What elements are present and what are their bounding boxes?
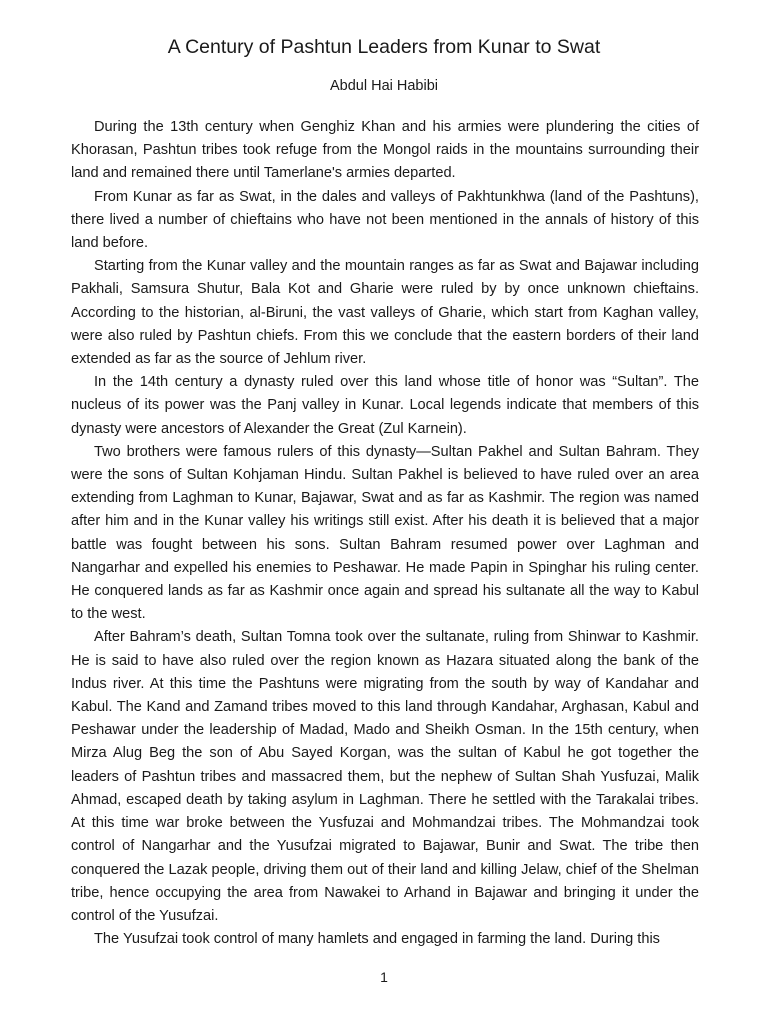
- paragraph-6: After Bahram’s death, Sultan Tomna took over the sultanate, ruling from Shinwar to Kashmir. He is said to have also ruled over the region known as Hazara situated along the bank of the Indus river. At this time the Pashtuns were migrating from the south by way of Kandahar and Kabul. The Kand and Zamand tribes moved to this land through Kandahar, Arghasan, Kabul and Peshawar under the leadership of Madad, Mado and Sheikh Osman. In the 15th century, when Mirza Alug Beg the son of Abu Sayed Korgan, was the sultan of Kabul he got together the leaders of Pashtun tribes and massacred them, but the nephew of Sultan Shah Yusfuzai, Malik Ahmad, escaped death by taking asylum in Laghman. There he settled with the Tarakalai tribes. At this time war broke between the Yusfuzai and Mohmandzai tribes. The Mohmandzai took control of Nangarhar and the Yusufzai migrated to Bajawar, Bunir and Swat. The tribe then conquered the Lazak people, driving them out of their land and killing Jelaw, chief of the Shelman tribe, hence occupying the area from Nawakei to Arhand in Bajawar and bringing it under the control of the Yusufzai.: [71, 629, 699, 924]
- paragraph-2: From Kunar as far as Swat, in the dales and valleys of Pakhtunkhwa (land of the Pashtuns), there lived a number of chieftains who have not been mentioned in the annals of history of this land before.: [71, 188, 699, 252]
- paragraph-3: Starting from the Kunar valley and the mountain ranges as far as Swat and Bajawar including Pakhali, Samsura Shutur, Bala Kot and Gharie were ruled by by once unknown chieftains. According to the historian, al-Biruni, the vast valleys of Gharie, which start from Kaghan valley, were also ruled by Pashtun chiefs. From this we conclude that the eastern borders of their land extended as far as the source of Jehlum river.: [71, 258, 699, 368]
- document-body: [71, 116, 699, 951]
- document-title: A Century of Pashtun Leaders from Kunar to Swat: [167, 36, 601, 58]
- paragraph-4: In the 14th century a dynasty ruled over this land whose title of honor was “Sultan”. The nucleus of its power was the Panj valley in Kunar. Local legends indicate that members of this dynasty were ancestors of Alexander the Great (Zul Karnein).: [71, 374, 699, 437]
- document-author: Abdul Hai Habibi: [329, 78, 438, 94]
- paragraph-1: During the 13th century when Genghiz Khan and his armies were plundering the cities of Khorasan, Pashtun tribes took refuge from the Mongol raids in the mountains surrounding their land and remained there until Tamerlane's armies departed.: [71, 119, 699, 182]
- paragraph-7: The Yusufzai took control of many hamlets and engaged in farming the land. During this: [94, 931, 660, 948]
- page-number: 1: [380, 969, 388, 985]
- paragraph-5: Two brothers were famous rulers of this dynasty—Sultan Pakhel and Sultan Bahram. They were the sons of Sultan Kohjaman Hindu. Sultan Pakhel is believed to have ruled over an area extending from Laghman to Kunar, Bajawar, Swat and as far as Kashmir. The region was named after him and in the Kunar valley his writings still exist. After his death it is believed that a major battle was fought between his sons. Sultan Bahram resumed power over Laghman and Nangarhar and expelled his enemies to Peshawar. He made Papin in Spinghar his ruling center. He conquered lands as far as Kashmir once again and spread his sultanate all the way to Kabul to the west.: [71, 443, 699, 623]
